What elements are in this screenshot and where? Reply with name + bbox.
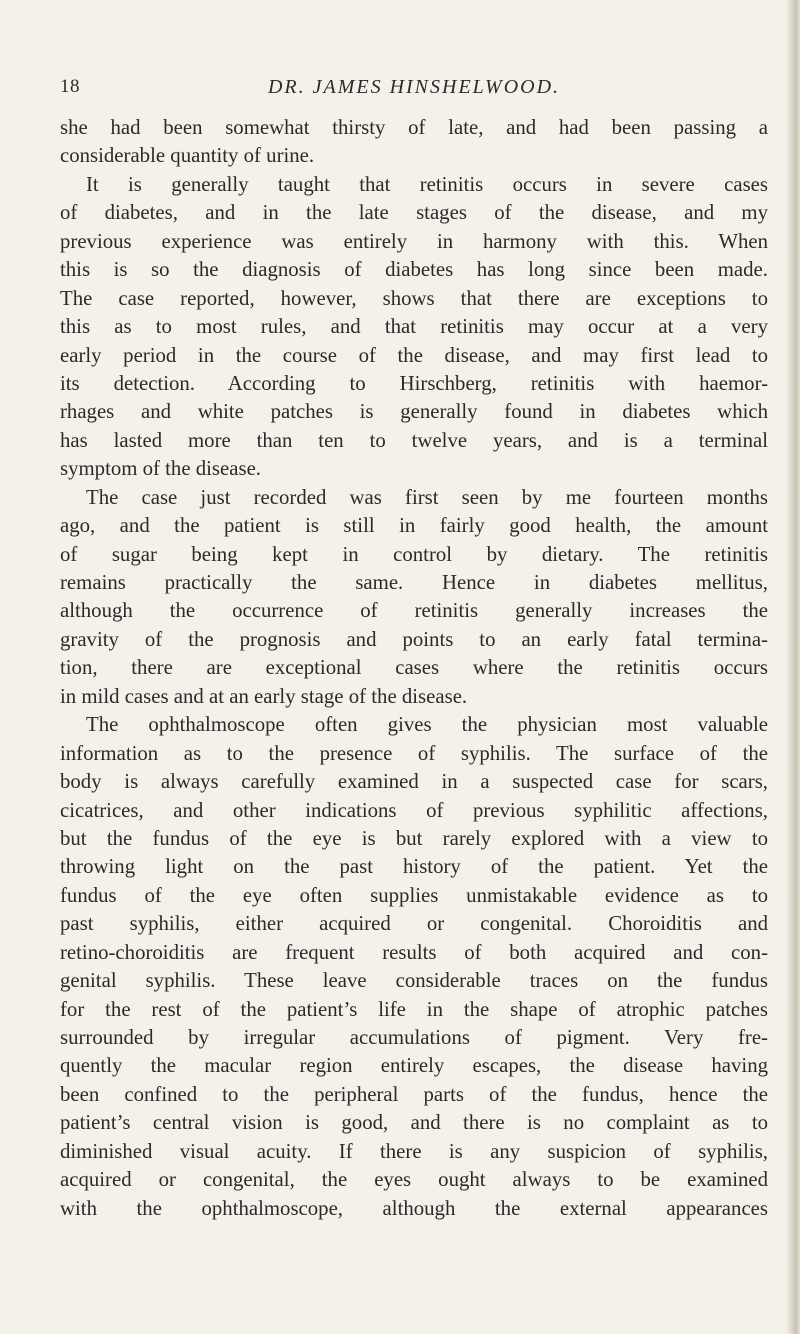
text-line: early period in the course of the disease, and may first lead to: [60, 343, 768, 367]
text-line: been confined to the peripheral parts of the fundus, hence the: [60, 1082, 768, 1106]
text-line: quently the macular region entirely escapes, the disease having: [60, 1054, 768, 1078]
body-text: [60, 114, 768, 1223]
text-line: fundus of the eye often supplies unmistakable evidence as to: [60, 883, 768, 907]
text-line: symptom of the disease.: [60, 457, 262, 481]
text-line: although the occurrence of retinitis generally increases the: [60, 599, 768, 623]
text-line: The case reported, however, shows that there are exceptions to: [60, 286, 768, 310]
text-line: cicatrices, and other indications of previous syphilitic affections,: [60, 798, 768, 822]
text-line: this is so the diagnosis of diabetes has long since been made.: [60, 258, 768, 282]
text-line: throwing light on the past history of the patient. Yet the: [60, 855, 768, 879]
text-line: The ophthalmoscope often gives the physician most valuable: [86, 713, 768, 737]
text-line: she had been somewhat thirsty of late, and had been passing a: [60, 116, 768, 139]
text-line: with the ophthalmoscope, although the external appearances: [60, 1196, 768, 1220]
text-line: past syphilis, either acquired or congenital. Choroiditis and: [60, 912, 768, 936]
text-line: but the fundus of the eye is but rarely explored with a view to: [60, 826, 768, 850]
text-line: of sugar being kept in control by dietary. The retinitis: [60, 542, 768, 566]
text-line: acquired or congenital, the eyes ought always to be examined: [60, 1168, 768, 1192]
text-line: in mild cases and at an early stage of the disease.: [60, 684, 468, 708]
text-line: patient’s central vision is good, and there is no complaint as to: [60, 1111, 768, 1135]
running-head: DR. JAMES HINSHELWOOD.: [267, 76, 561, 98]
text-line: its detection. According to Hirschberg, retinitis with haemor-: [60, 371, 768, 395]
page-header: [60, 76, 768, 104]
text-line: surrounded by irregular accumulations of pigment. Very fre-: [60, 1026, 768, 1049]
text-line: rhages and white patches is generally found in diabetes which: [60, 400, 768, 424]
text-line: gravity of the prognosis and points to an early fatal termina-: [60, 627, 768, 651]
text-line: ago, and the patient is still in fairly good health, the amount: [60, 514, 768, 538]
text-line: retino-choroiditis are frequent results of both acquired and con-: [60, 940, 768, 964]
text-line: tion, there are exceptional cases where the retinitis occurs: [60, 656, 768, 680]
text-line: previous experience was entirely in harmony with this. When: [60, 229, 768, 253]
text-line: The case just recorded was first seen by me fourteen months: [86, 485, 768, 509]
text-line: for the rest of the patient’s life in the shape of atrophic patches: [60, 997, 768, 1021]
text-line: genital syphilis. These leave considerable traces on the fundus: [60, 969, 768, 993]
text-line: of diabetes, and in the late stages of the disease, and my: [60, 201, 768, 225]
text-line: considerable quantity of urine.: [60, 144, 315, 168]
text-line: remains practically the same. Hence in diabetes mellitus,: [60, 571, 768, 594]
text-line: has lasted more than ten to twelve years, and is a terminal: [60, 428, 768, 452]
text-line: body is always carefully examined in a suspected case for scars,: [60, 770, 768, 794]
text-line: this as to most rules, and that retinitis may occur at a very: [60, 315, 768, 339]
text-line: It is generally taught that retinitis occurs in severe cases: [86, 172, 768, 196]
text-line: information as to the presence of syphilis. The surface of the: [60, 741, 768, 765]
page-edge-shadow: [786, 0, 800, 1334]
page-number: 18: [60, 76, 80, 97]
text-line: diminished visual acuity. If there is any suspicion of syphilis,: [60, 1139, 768, 1163]
